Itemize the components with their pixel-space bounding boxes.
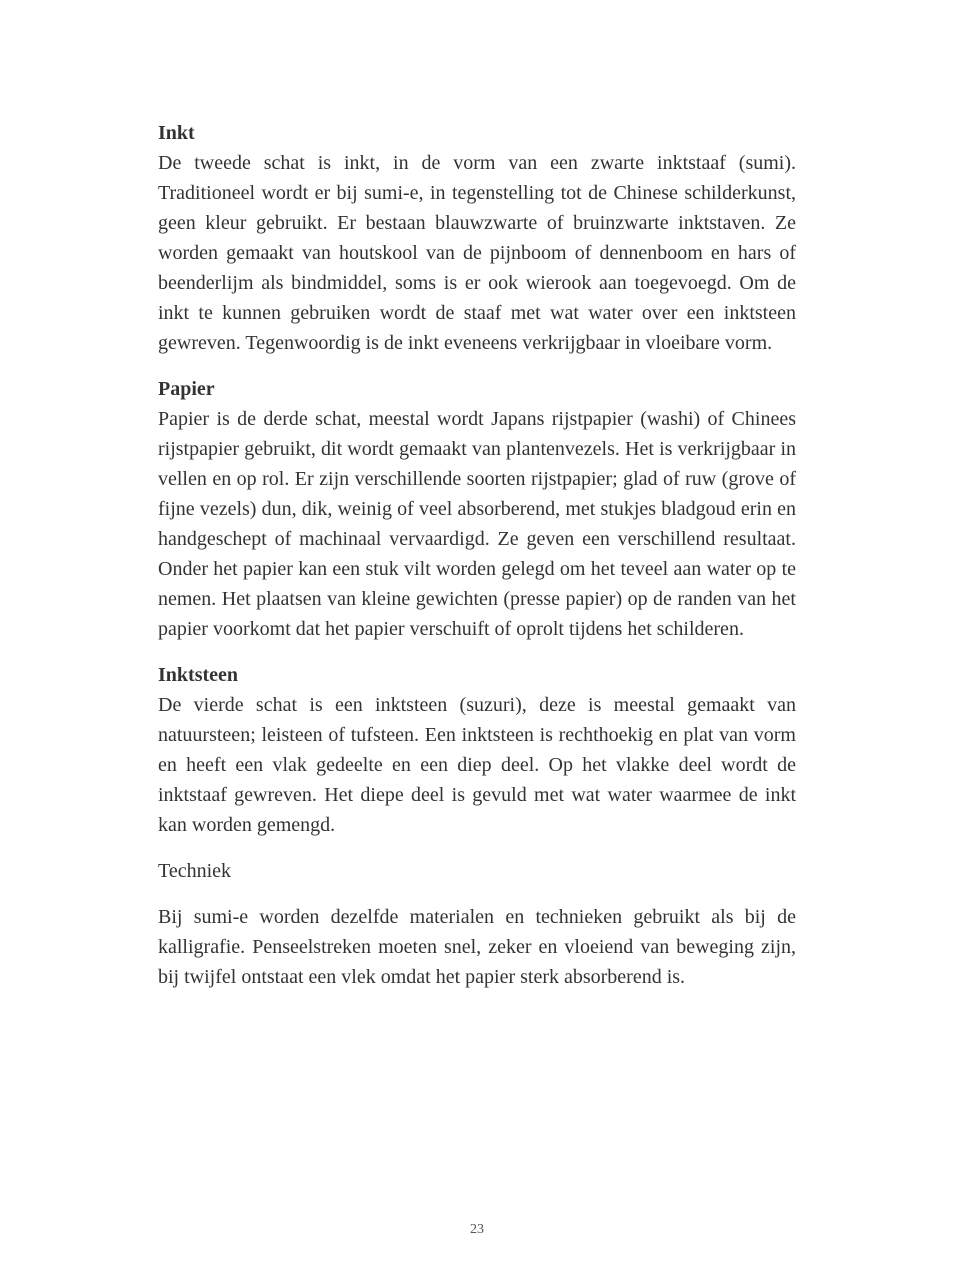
page-number: 23	[470, 1222, 484, 1237]
section-inktsteen	[158, 660, 796, 840]
section-paragraph: Papier is de derde schat, meestal wordt Japans rijstpapier (washi) of Chinees rijstpapier gebruikt, dit wordt gemaakt van plantenvezels. Het is verkrijgbaar in vellen en op rol. Er zijn verschillende soorten rijstpapier; glad of ruw (grove of fijne vezels) dun, dik, weinig of veel absorberend, met stukjes bladgoud erin en handgeschept of machinaal vervaardigd. Ze geven een verschillend resultaat. Onder het papier kan een stuk vilt worden gelegd om het teveel aan water op te nemen. Het plaatsen van kleine gewichten (presse papier) op de randen van het papier voorkomt dat het papier verschuift of oprolt tijdens het schilderen.	[158, 408, 796, 640]
section-techniek	[158, 856, 796, 992]
section-heading: Inktsteen	[158, 664, 239, 686]
section-heading: Techniek	[158, 860, 232, 882]
section-inkt	[158, 118, 796, 358]
section-papier	[158, 374, 796, 644]
section-heading: Papier	[158, 378, 215, 400]
section-spacer	[158, 840, 796, 856]
section-paragraph: Bij sumi-e worden dezelfde materialen en technieken gebruikt als bij de kalligrafie. Penseelstreken moeten snel, zeker en vloeiend van beweging zijn, bij twijfel ontstaat een vlek omdat het papier sterk absorberend is.	[158, 906, 796, 988]
page-content	[158, 118, 796, 992]
section-paragraph: De tweede schat is inkt, in de vorm van een zwarte inktstaaf (sumi). Traditioneel wordt er bij sumi-e, in tegenstelling tot de Chinese schilderkunst, geen kleur gebruikt. Er bestaan blauwzwarte of bruinzwarte inktstaven. Ze worden gemaakt van houtskool van de pijnboom of dennenboom en hars of beenderlijm als bindmiddel, soms is er ook wierook aan toegevoegd. Om de inkt te kunnen gebruiken wordt de staaf met wat water over een inktsteen gewreven. Tegenwoordig is de inkt eveneens verkrijgbaar in vloeibare vorm.	[158, 152, 796, 354]
section-heading: Inkt	[158, 122, 195, 144]
section-spacer	[158, 358, 796, 374]
paragraph-spacer	[158, 886, 796, 902]
section-spacer	[158, 644, 796, 660]
section-paragraph: De vierde schat is een inktsteen (suzuri), deze is meestal gemaakt van natuursteen; leisteen of tufsteen. Een inktsteen is rechthoekig en plat van vorm en heeft een vlak gedeelte en een diep deel. Op het vlakke deel wordt de inktstaaf gewreven. Het diepe deel is gevuld met wat water waarmee de inkt kan worden gemengd.	[158, 694, 796, 836]
